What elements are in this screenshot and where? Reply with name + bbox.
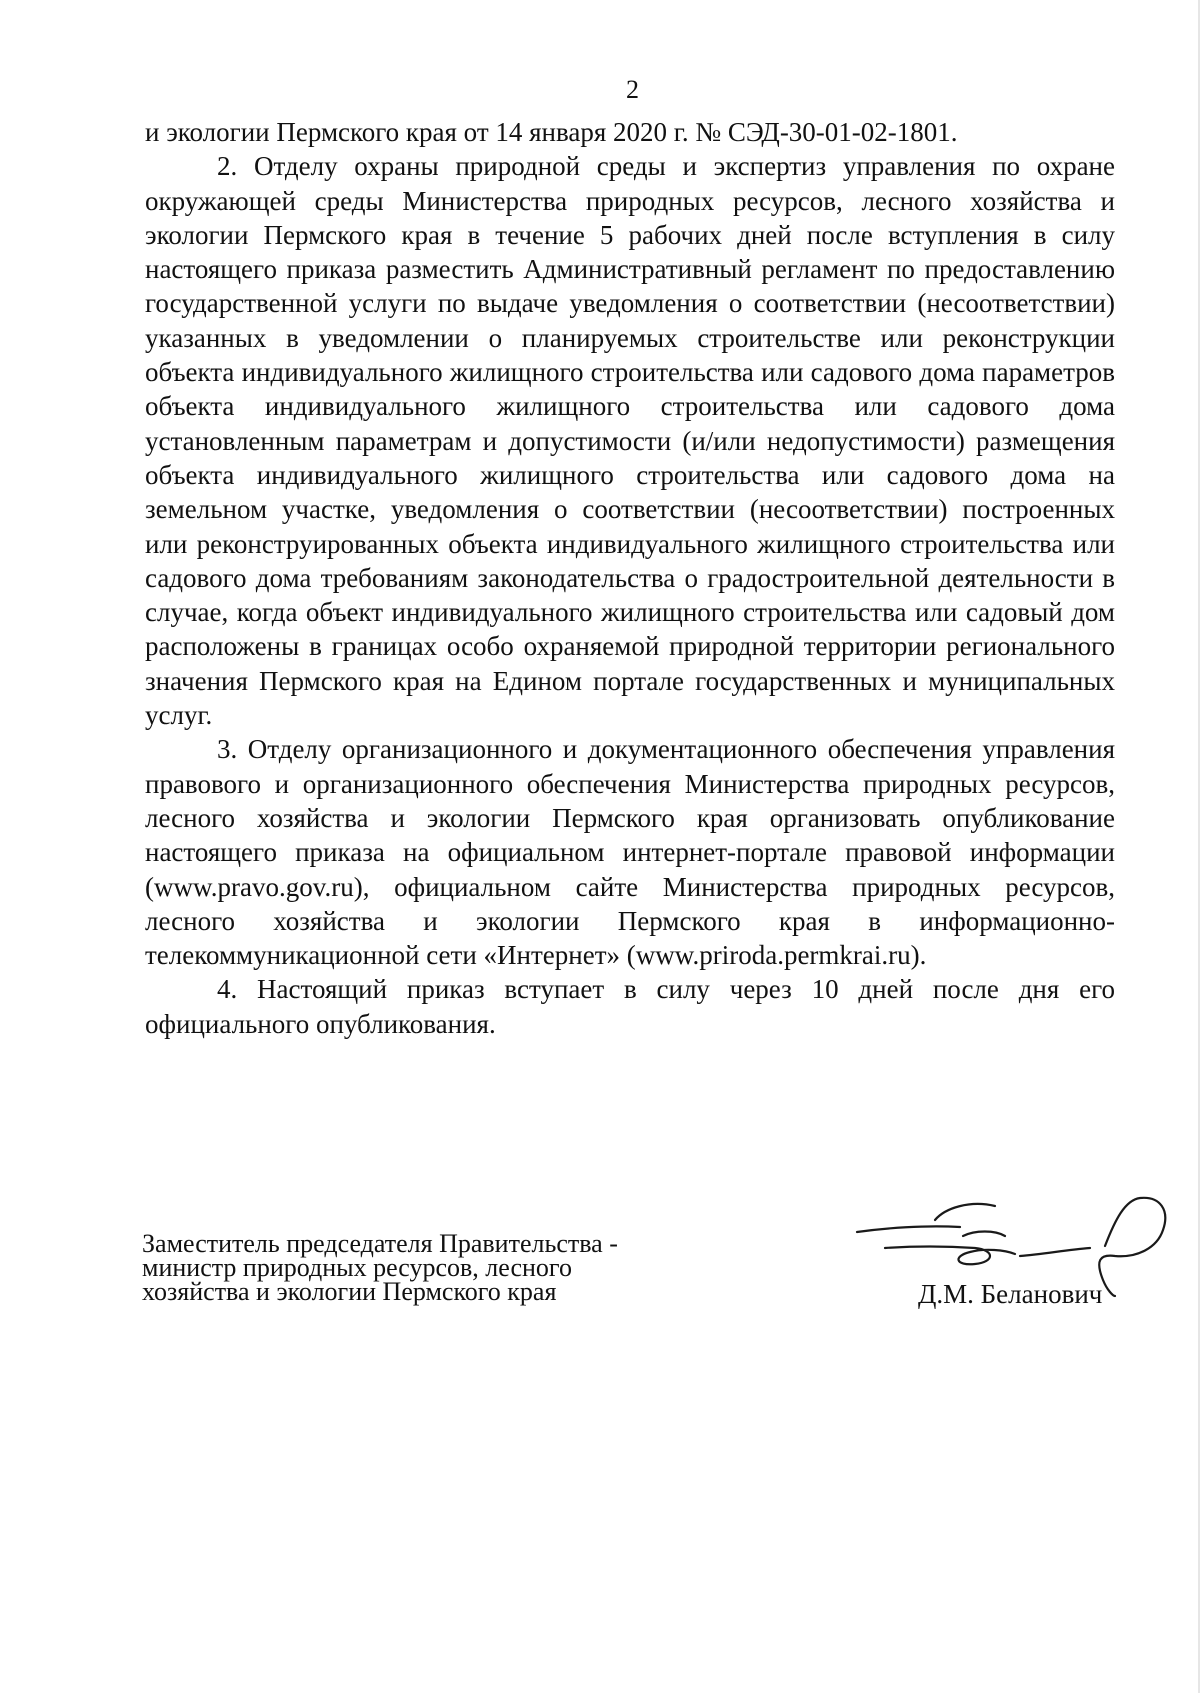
- signatory-title-line: хозяйства и экологии Пермского края: [142, 1277, 557, 1306]
- paragraph-continuation: и экологии Пермского края от 14 января 2020 г. № СЭД-30-01-02-1801.: [145, 117, 958, 147]
- paragraph-item-2: 2. Отделу охраны природной среды и экспертиз управления по охране окружающей среды Министерства природных ресурсов, лесного хозяйства и экологии Пермского края в течение 5 рабочих дней после вступления в силу настоящего приказа разместить Административный регламент по предоставлению государственной услуги по выдаче уведомления о соответствии (несоответствии) указанных в уведомлении о планируемых строительстве или реконструкции объекта индивидуального жилищного строительства или садового дома параметров объекта индивидуального жилищного строительства или садового дома установленным параметрам и допустимости (и/или недопустимости) размещения объекта индивидуального жилищного строительства или садового дома на земельном участке, уведомления о соответствии (несоответствии) построенных или реконструированных объекта индивидуального жилищного строительства или садового дома требованиям законодательства о градостроительной деятельности в случае, когда объект индивидуального жилищного строительства или садовый дом расположены в границах особо охраняемой природной территории регионального значения Пермского края на Едином портале государственных и муниципальных услуг.: [145, 151, 1115, 731]
- signatory-title-line: Заместитель председателя Правительства -: [142, 1229, 618, 1258]
- page-number: 2: [626, 75, 639, 104]
- signer-name: Д.М. Беланович: [918, 1279, 1103, 1309]
- document-body: [145, 115, 1115, 1041]
- paragraph-item-3: 3. Отделу организационного и документационного обеспечения управления правового и организационного обеспечения Министерства природных ресурсов, лесного хозяйства и экологии Пермского края организовать опубликование настоящего приказа на официальном интернет-портале правовой информации (www.pravo.gov.ru), официальном сайте Министерства природных ресурсов, лесного хозяйства и экологии Пермского края в информационно-телекоммуникационной сети «Интернет» (www.priroda.permkrai.ru).: [145, 734, 1115, 971]
- signatory-title-line: министр природных ресурсов, лесного: [142, 1253, 572, 1282]
- signatory-title: [142, 1229, 702, 1306]
- paragraph-item-4: 4. Настоящий приказ вступает в силу через 10 дней после дня его официального опубликования.: [145, 974, 1115, 1039]
